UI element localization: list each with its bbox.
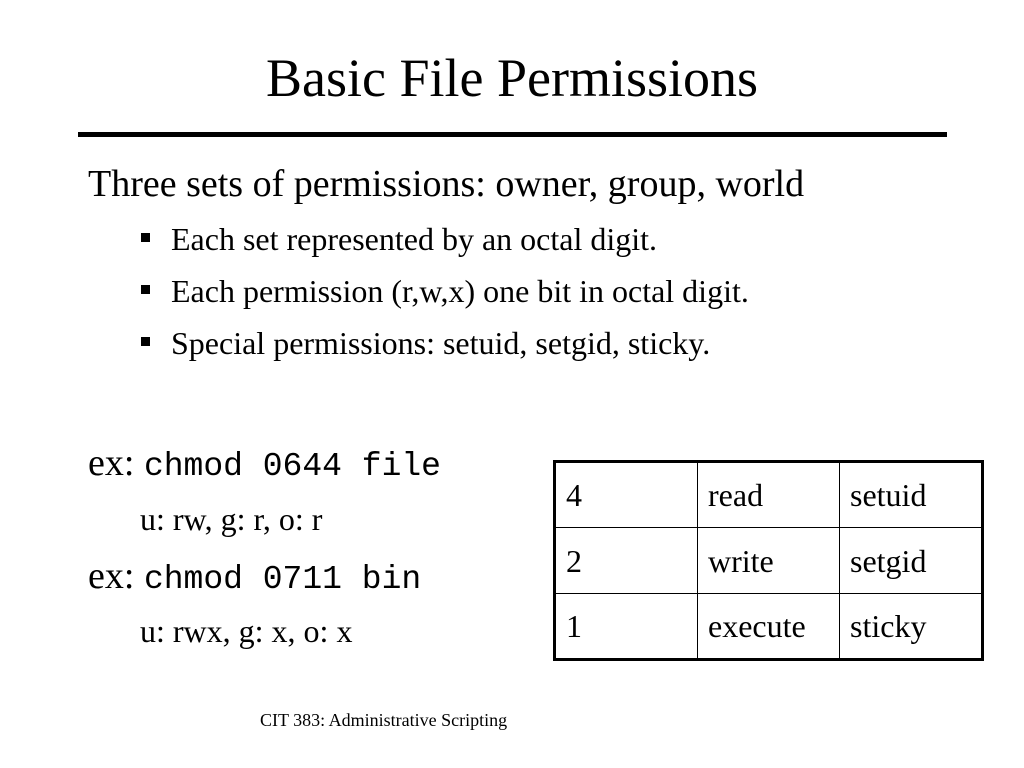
main-point: Three sets of permissions: owner, group, world [88,163,805,205]
table-cell-value: 2 [555,528,698,594]
example-prefix: ex: [88,555,135,597]
permission-bits-table [553,460,984,661]
table-cell-special: setgid [840,528,983,594]
table-cell-permission: write [698,528,840,594]
example-command-line [88,554,421,602]
table-row [555,594,983,660]
table-row [555,462,983,528]
table-row [555,528,983,594]
table-cell-permission: read [698,462,840,528]
bullet-text: Each set represented by an octal digit. [171,221,658,257]
example-command: chmod 0711 bin [143,561,422,598]
table-cell-value: 1 [555,594,698,660]
bullet-text: Each permission (r,w,x) one bit in octal digit. [171,273,749,309]
square-bullet-icon [141,337,150,346]
table-cell-value: 4 [555,462,698,528]
example-detail: u: rwx, g: x, o: x [140,613,353,649]
example-command: chmod 0644 file [143,448,441,485]
table-cell-permission: execute [698,594,840,660]
title-divider [78,132,947,137]
example-command-line [88,441,441,489]
square-bullet-icon [141,285,150,294]
square-bullet-icon [141,233,150,242]
table-cell-special: sticky [840,594,983,660]
table-cell-special: setuid [840,462,983,528]
bullet-text: Special permissions: setuid, setgid, sticky. [171,325,711,361]
example-detail: u: rw, g: r, o: r [140,501,323,537]
example-prefix: ex: [88,442,135,484]
slide-footer: CIT 383: Administrative Scripting [260,710,508,730]
slide-title: Basic File Permissions [265,48,758,108]
